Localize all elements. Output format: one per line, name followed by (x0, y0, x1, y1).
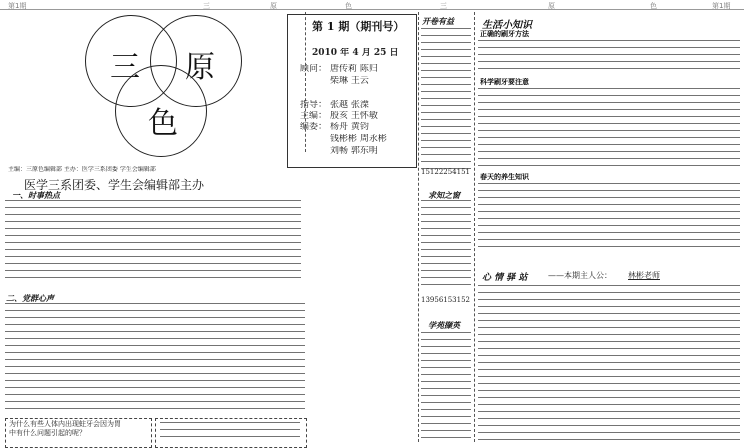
logo-char-3: 色 (148, 106, 178, 141)
masthead-small-caption: 主编：三原色编辑部 主办：医学三系团委 学生会编辑部 (8, 166, 156, 173)
right-sub-2: 科学刷牙要注意 (480, 78, 529, 86)
mid-contact-2: 13956153152 (421, 296, 470, 304)
column-divider (418, 12, 419, 442)
compile-3: 刘畅 郭东明 (330, 146, 378, 156)
advisors-2: 柴琳 王云 (330, 76, 369, 86)
article-1-body (5, 200, 301, 288)
logo-char-2: 原 (185, 50, 215, 85)
header-center-5: 原 (548, 2, 555, 10)
right-sub-1: 正确的刷牙方法 (480, 30, 529, 38)
question-line-1: 为什么有些人体内出现蛀牙会因为胃 (9, 420, 121, 428)
mid-heading-1: 开卷有益 (422, 16, 454, 26)
article-2-body (5, 303, 305, 415)
mood-station-title: 心 情 驿 站 (482, 273, 528, 283)
header-center-4: 三 (440, 2, 447, 10)
header-center-6: 色 (650, 2, 657, 10)
logo-char-1: 三 (110, 50, 140, 85)
guide-label: 指导： (300, 100, 328, 110)
mid-article-1 (421, 28, 471, 178)
editor: 殷亥 王怀敏 (330, 111, 378, 121)
header-center-3: 色 (345, 2, 352, 10)
issue-title: 第 1 期（期刊号） (312, 20, 405, 33)
compile: 杨舟 黄钧 (330, 122, 369, 132)
right-article-3 (478, 183, 740, 253)
mid-heading-2: 求知之窗 (428, 190, 460, 200)
advisors-label: 顾问： (300, 64, 328, 74)
mid-contact-1: 15122254151 (421, 168, 470, 176)
mid-article-3 (421, 332, 471, 444)
column-divider (474, 12, 475, 442)
header-right: 第1期 (712, 2, 731, 10)
right-article-2 (478, 88, 740, 172)
answer-body (160, 422, 300, 444)
header-rule (0, 9, 744, 10)
header-center-1: 三 (203, 2, 210, 10)
right-heading: 生活小知识 (482, 20, 532, 31)
guide: 张越 张溧 (330, 100, 369, 110)
section-heading-2: 二、党群心声 (6, 293, 54, 303)
mood-station-subtitle: ——本期主人公： (548, 271, 612, 280)
header-left: 第1期 (8, 2, 27, 10)
compile-label: 编委： (300, 122, 328, 132)
editor-label: 主编： (300, 111, 328, 121)
masthead-caption: 医学三系团委、学生会编辑部主办 (24, 178, 205, 192)
issue-date: 2010 年 4 月 25 日 (312, 48, 399, 58)
issue-info-box (287, 14, 417, 168)
right-article-1 (478, 40, 740, 76)
mid-heading-3: 学苑撷英 (428, 320, 460, 330)
mid-article-2 (421, 200, 471, 296)
section-heading-1: 一、时事热点 (12, 190, 60, 200)
compile-2: 钱彬彬 周永彬 (330, 134, 387, 144)
mood-station-body (478, 285, 740, 445)
right-sub-3: 春天的养生知识 (480, 173, 529, 181)
advisors: 唐传莉 陈归 (330, 64, 378, 74)
header-center-2: 原 (270, 2, 277, 10)
question-line-2: 中有什么问题引起的呢？ (9, 429, 86, 437)
mood-station-name: 林彬老师 (628, 271, 660, 280)
